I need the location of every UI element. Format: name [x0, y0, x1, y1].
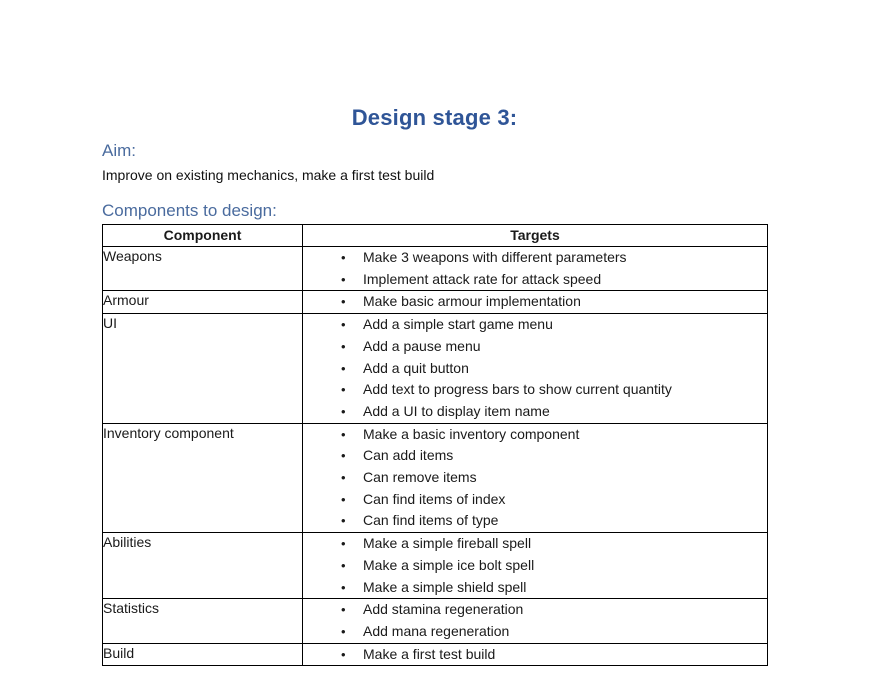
target-item	[303, 577, 767, 599]
target-text: Make a simple fireball spell	[363, 535, 532, 552]
targets-cell	[303, 533, 768, 599]
targets-cell	[303, 314, 768, 424]
aim-heading: Aim:	[102, 141, 136, 160]
bullet-icon: •	[341, 403, 346, 419]
component-cell: Abilities	[103, 533, 303, 599]
component-cell: Build	[103, 643, 303, 666]
target-item	[303, 599, 767, 621]
components-table	[102, 224, 768, 666]
targets-cell	[303, 291, 768, 314]
bullet-icon: •	[341, 382, 346, 398]
targets-cell	[303, 247, 768, 291]
table-row	[103, 533, 768, 599]
targets-list	[303, 424, 767, 533]
table-row	[103, 314, 768, 424]
document-title: Design stage 3:	[351, 105, 518, 130]
component-cell: Armour	[103, 291, 303, 314]
bullet-icon: •	[341, 294, 346, 310]
target-text: Make a basic inventory component	[363, 425, 580, 442]
bullet-icon: •	[341, 579, 346, 595]
target-text: Add stamina regeneration	[363, 601, 524, 618]
bullet-icon: •	[341, 557, 346, 573]
bullet-icon: •	[341, 623, 346, 639]
bullet-icon: •	[341, 448, 346, 464]
target-item	[303, 247, 767, 269]
targets-list	[303, 533, 767, 598]
table-row	[103, 599, 768, 643]
target-text: Make 3 weapons with different parameters	[363, 249, 627, 265]
target-item	[303, 291, 767, 313]
target-item	[303, 621, 767, 643]
bullet-icon: •	[341, 602, 346, 618]
target-text: Make a first test build	[363, 645, 496, 662]
bullet-icon: •	[341, 338, 346, 354]
bullet-icon: •	[341, 426, 346, 442]
bullet-icon: •	[341, 491, 346, 507]
target-item	[303, 510, 767, 532]
table-row	[103, 643, 768, 666]
target-text: Make basic armour implementation	[363, 293, 581, 310]
targets-list	[303, 314, 767, 423]
target-text: Can find items of type	[363, 512, 499, 529]
target-text: Can remove items	[363, 469, 477, 486]
bullet-icon: •	[341, 271, 346, 287]
target-item	[303, 467, 767, 489]
component-cell: UI	[103, 314, 303, 424]
target-text: Implement attack rate for attack speed	[363, 270, 602, 287]
target-text: Make a simple shield spell	[363, 578, 527, 595]
component-cell: Statistics	[103, 599, 303, 643]
component-cell: Inventory component	[103, 423, 303, 533]
table-row	[103, 291, 768, 314]
target-item	[303, 555, 767, 577]
column-header-targets: Targets	[303, 225, 768, 247]
targets-cell	[303, 599, 768, 643]
targets-list	[303, 247, 767, 290]
table-row	[103, 247, 768, 291]
bullet-icon: •	[341, 360, 346, 376]
target-text: Add a pause menu	[363, 337, 481, 354]
target-item	[303, 445, 767, 467]
aim-body-text: Improve on existing mechanics, make a first test build	[102, 167, 435, 183]
bullet-icon: •	[341, 470, 346, 486]
table-row	[103, 423, 768, 533]
target-item	[303, 379, 767, 401]
target-text: Add a UI to display item name	[363, 402, 550, 419]
target-item	[303, 424, 767, 446]
target-item	[303, 533, 767, 555]
target-item	[303, 489, 767, 511]
component-cell: Weapons	[103, 247, 303, 291]
bullet-icon: •	[341, 513, 346, 529]
targets-list	[303, 644, 767, 666]
target-text: Add a simple start game menu	[363, 316, 553, 333]
target-item	[303, 401, 767, 423]
bullet-icon: •	[341, 646, 346, 662]
components-heading: Components to design:	[102, 201, 277, 220]
bullet-icon: •	[341, 536, 346, 552]
bullet-icon: •	[341, 317, 346, 333]
target-text: Make a simple ice bolt spell	[363, 556, 535, 573]
target-item	[303, 314, 767, 336]
targets-cell	[303, 643, 768, 666]
targets-list	[303, 291, 767, 313]
target-item	[303, 336, 767, 358]
target-text: Can find items of index	[363, 490, 506, 507]
bullet-icon: •	[341, 250, 346, 265]
target-item	[303, 644, 767, 666]
target-item	[303, 358, 767, 380]
column-header-component: Component	[103, 225, 303, 247]
target-text: Can add items	[363, 447, 454, 464]
target-item	[303, 269, 767, 291]
target-text: Add a quit button	[363, 359, 469, 376]
target-text: Add text to progress bars to show current quantity	[363, 381, 672, 398]
targets-list	[303, 599, 767, 642]
targets-cell	[303, 423, 768, 533]
table-header-row	[103, 225, 768, 247]
target-text: Add mana regeneration	[363, 622, 510, 639]
